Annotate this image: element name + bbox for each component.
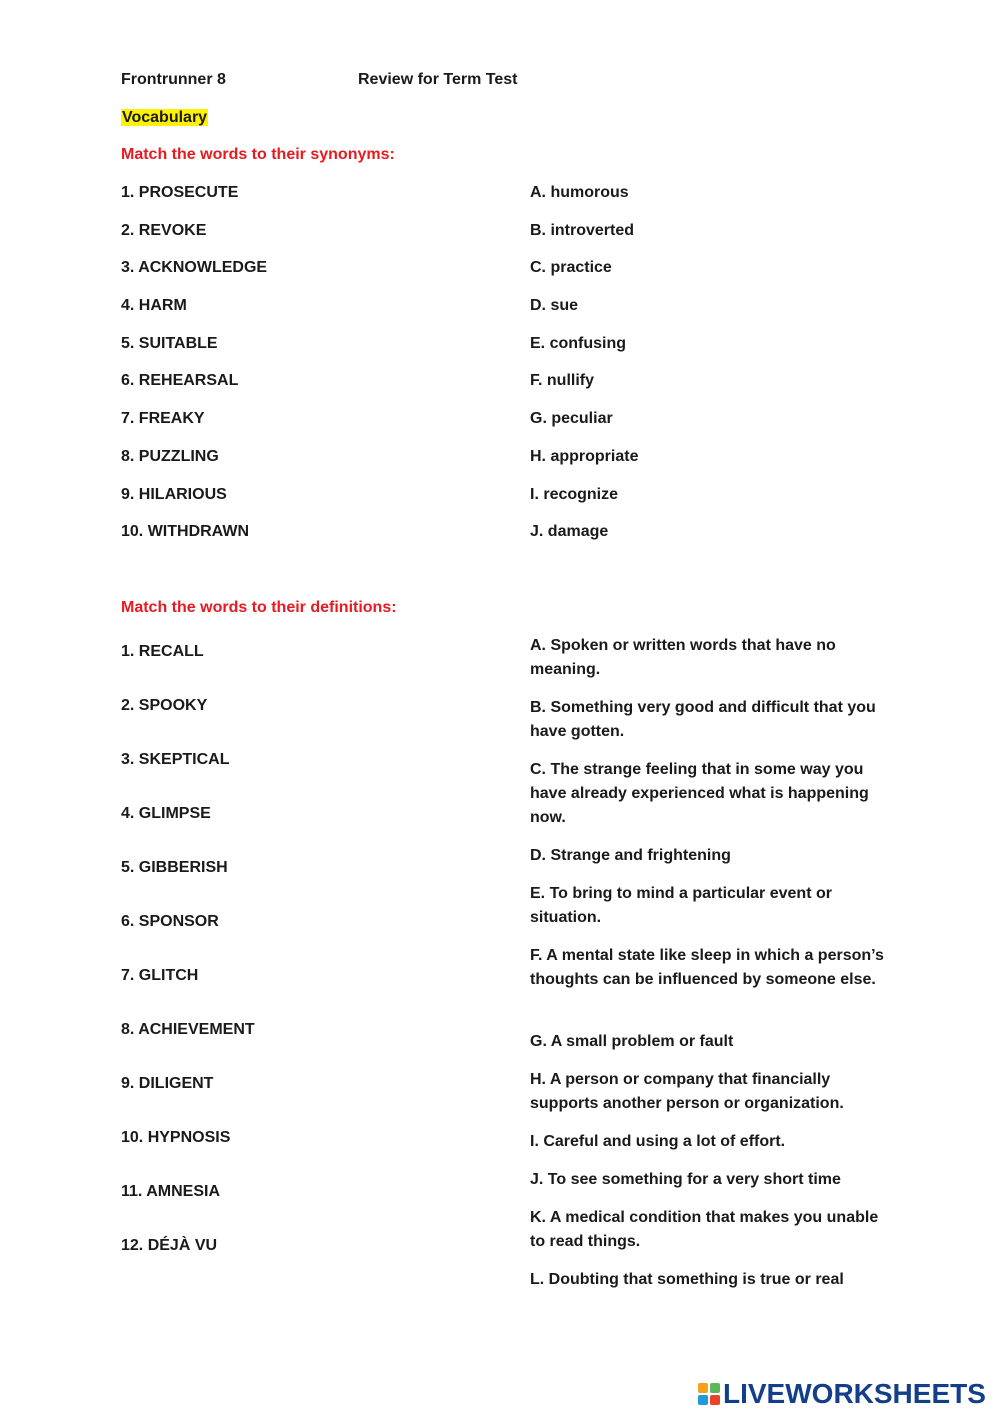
synonym-word: 4. HARM [121, 297, 187, 314]
synonym-word: 3. ACKNOWLEDGE [121, 259, 268, 276]
synonym-word: 7. FREAKY [121, 410, 205, 427]
synonym-option: D. sue [530, 297, 579, 314]
definition-option: K. A medical condition that makes you unable to read things. [530, 1209, 879, 1250]
definition-option: D. Strange and frightening [530, 847, 731, 864]
definition-option: E. To bring to mind a particular event or situation. [530, 885, 832, 926]
synonym-option: G. peculiar [530, 410, 613, 427]
definition-word: 2. SPOOKY [121, 697, 208, 714]
synonym-option: J. damage [530, 523, 609, 540]
definition-option: F. A mental state like sleep in which a person’s thoughts can be influenced by someone else. [530, 947, 884, 988]
synonyms-instruction: Match the words to their synonyms: [121, 146, 395, 163]
section-heading-highlight: Vocabulary [122, 109, 208, 126]
synonym-word: 1. PROSECUTE [121, 184, 239, 201]
definition-option: H. A person or company that financially supports another person or organization. [530, 1071, 844, 1112]
definition-option: L. Doubting that something is true or real [530, 1271, 844, 1288]
definition-option: J. To see something for a very short time [530, 1171, 841, 1188]
liveworksheets-logo-icon [698, 1383, 720, 1405]
document-title: Review for Term Test [358, 71, 518, 88]
definitions-instruction: Match the words to their definitions: [121, 599, 397, 616]
definition-word: 9. DILIGENT [121, 1075, 214, 1092]
definition-word: 5. GIBBERISH [121, 859, 228, 876]
synonym-option: F. nullify [530, 372, 594, 389]
definition-word: 3. SKEPTICAL [121, 751, 230, 768]
liveworksheets-logo[interactable] [698, 1378, 986, 1410]
synonym-word: 10. WITHDRAWN [121, 523, 249, 540]
definition-word: 8. ACHIEVEMENT [121, 1021, 255, 1038]
definition-word: 7. GLITCH [121, 967, 199, 984]
synonym-word: 2. REVOKE [121, 222, 207, 239]
synonym-word: 5. SUITABLE [121, 335, 218, 352]
synonym-word: 9. HILARIOUS [121, 486, 227, 503]
synonym-option: B. introverted [530, 222, 635, 239]
synonym-option: H. appropriate [530, 448, 639, 465]
definition-option: A. Spoken or written words that have no meaning. [530, 637, 836, 678]
definition-word: 6. SPONSOR [121, 913, 219, 930]
logo-text: LIVEWORKSHEETS [723, 1378, 986, 1409]
synonym-option: A. humorous [530, 184, 629, 201]
definition-option: C. The strange feeling that in some way you have already experienced what is happening now. [530, 761, 869, 826]
synonym-option: I. recognize [530, 486, 619, 503]
section-heading [121, 106, 208, 130]
definition-word: 12. DÉJÀ VU [121, 1237, 218, 1254]
definition-option: G. A small problem or fault [530, 1033, 734, 1050]
definition-word: 1. RECALL [121, 643, 204, 660]
synonym-word: 6. REHEARSAL [121, 372, 239, 389]
definition-option: B. Something very good and difficult that you have gotten. [530, 699, 876, 740]
synonym-option: C. practice [530, 259, 612, 276]
definition-word: 10. HYPNOSIS [121, 1129, 231, 1146]
synonym-option: E. confusing [530, 335, 626, 352]
definition-word: 4. GLIMPSE [121, 805, 211, 822]
synonym-word: 8. PUZZLING [121, 448, 219, 465]
definition-option: I. Careful and using a lot of effort. [530, 1133, 786, 1150]
course-title: Frontrunner 8 [121, 71, 226, 88]
definition-word: 11. AMNESIA [121, 1183, 220, 1200]
